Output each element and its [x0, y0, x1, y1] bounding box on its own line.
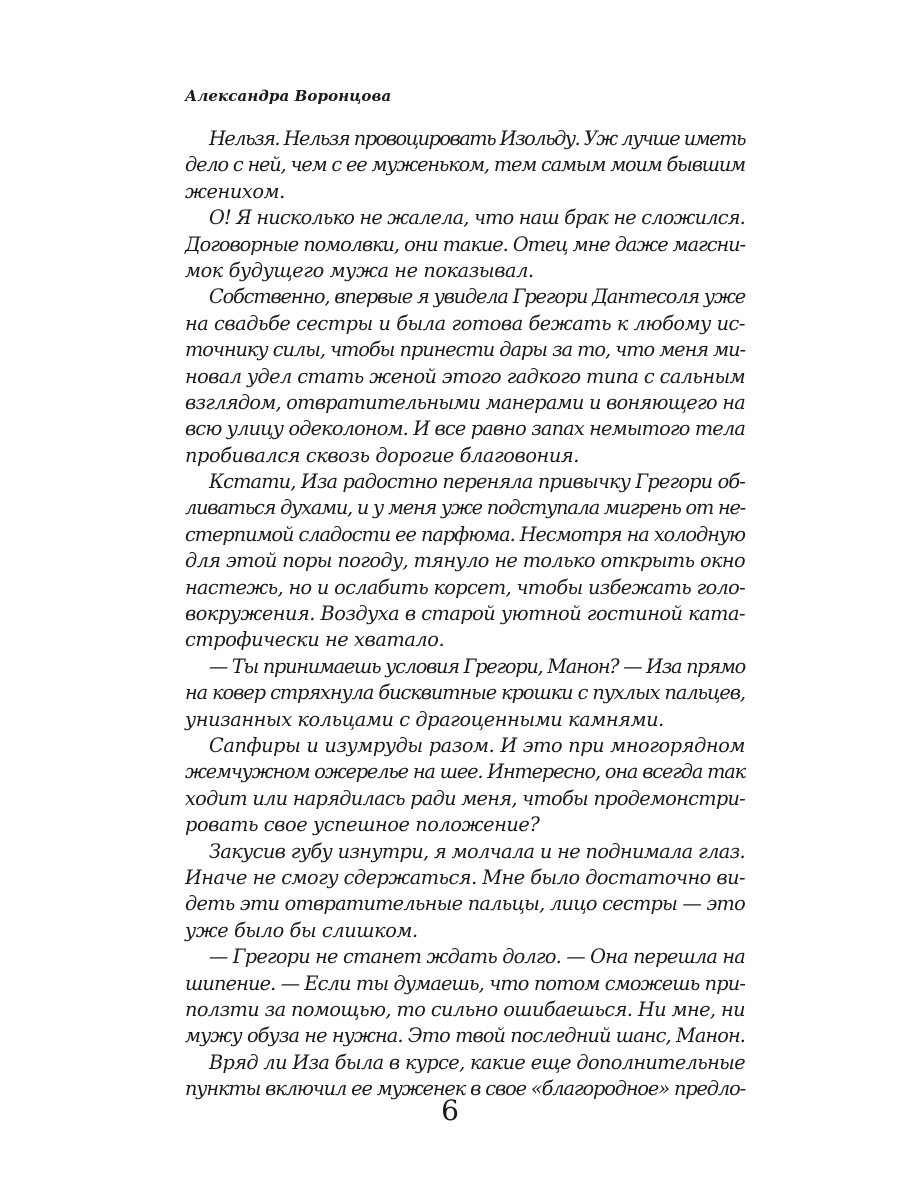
text-line: Вряд ли Иза была в курсе, какие еще дополнительные	[209, 1050, 745, 1074]
text-line: унизанных кольцами с драгоценными камнями.	[185, 707, 664, 731]
text-line: всю улицу одеколоном. И все равно запах немытого тела	[185, 417, 745, 441]
text-line: строфически не хватало.	[185, 628, 445, 652]
text-line: Закусив губу изнутри, я молчала и не поднимала глаз.	[209, 839, 745, 863]
text-line: — Грегори не станет ждать долго. — Она перешла на	[209, 945, 745, 969]
text-line: для этой поры погоду, тянуло не только открыть окно	[185, 549, 745, 573]
text-line: деть эти отвратительные пальцы, лицо сестры — это	[185, 892, 745, 916]
text-line: пробивался сквозь дорогие благовония.	[185, 443, 579, 467]
text-line: Иначе не смогу сдержаться. Мне было достаточно ви-	[185, 865, 745, 889]
body-text	[185, 126, 745, 1102]
text-line: женихом.	[185, 179, 285, 203]
text-line: ливаться духами, и у меня уже подступала мигрень от не-	[185, 496, 745, 520]
text-line: Кстати, Иза радостно переняла привычку Грегори об-	[209, 470, 745, 494]
text-line: настежь, но и ослабить корсет, чтобы избежать голо-	[185, 575, 745, 599]
text-line: уже было бы слишком.	[185, 918, 418, 942]
text-line: дело с ней, чем с ее муженьком, тем самым моим бывшим	[185, 153, 745, 177]
text-line: ползти за помощью, то сильно ошибаешься. Ни мне, ни	[185, 997, 745, 1021]
text-line: — Ты принимаешь условия Грегори, Манон? — Иза прямо	[209, 654, 745, 678]
text-line: Сапфиры и изумруды разом. И это при многорядном	[209, 733, 745, 757]
text-line: шипение. — Если ты думаешь, что потом сможешь при-	[185, 971, 745, 995]
text-line: Собственно, впервые я увидела Грегори Дантесоля уже	[209, 285, 745, 309]
text-line: новал удел стать женой этого гадкого типа с сальным	[185, 364, 745, 388]
text-line: Нельзя. Нельзя провоцировать Изольду. Уж лучше иметь	[209, 127, 745, 150]
text-line: ровать свое успешное положение?	[185, 813, 540, 837]
text-line: жемчужном ожерелье на шее. Интересно, она всегда так	[185, 760, 745, 784]
text-line: точнику силы, чтобы принести дары за то, что меня ми-	[185, 338, 745, 362]
text-line: взглядом, отвратительными манерами и воняющего на	[185, 390, 745, 414]
text-line: мок будущего мужа не показывал.	[185, 258, 534, 282]
text-line: стерпимой сладости ее парфюма. Несмотря на холодную	[185, 522, 745, 546]
page-number: 6	[441, 1094, 459, 1127]
text-line: пункты включил ее муженек в свое «благородное» предло-	[185, 1077, 745, 1101]
text-line: ходит или нарядилась ради меня, чтобы продемонстри-	[185, 786, 745, 810]
text-line: на ковер стряхнула бисквитные крошки с пухлых пальцев,	[185, 681, 746, 705]
text-line: О! Я нисколько не жалела, что наш брак не сложился.	[209, 206, 745, 230]
text-line: вокружения. Воздуха в старой уютной гостиной ката-	[185, 602, 745, 626]
text-line: мужу обуза не нужна. Это твой последний шанс, Манон.	[185, 1024, 745, 1048]
running-head-author: Александра Воронцова	[185, 87, 392, 105]
text-line: на свадьбе сестры и была готова бежать к любому ис-	[185, 311, 745, 335]
text-line: Договорные помолвки, они такие. Отец мне даже магсни-	[185, 232, 745, 256]
